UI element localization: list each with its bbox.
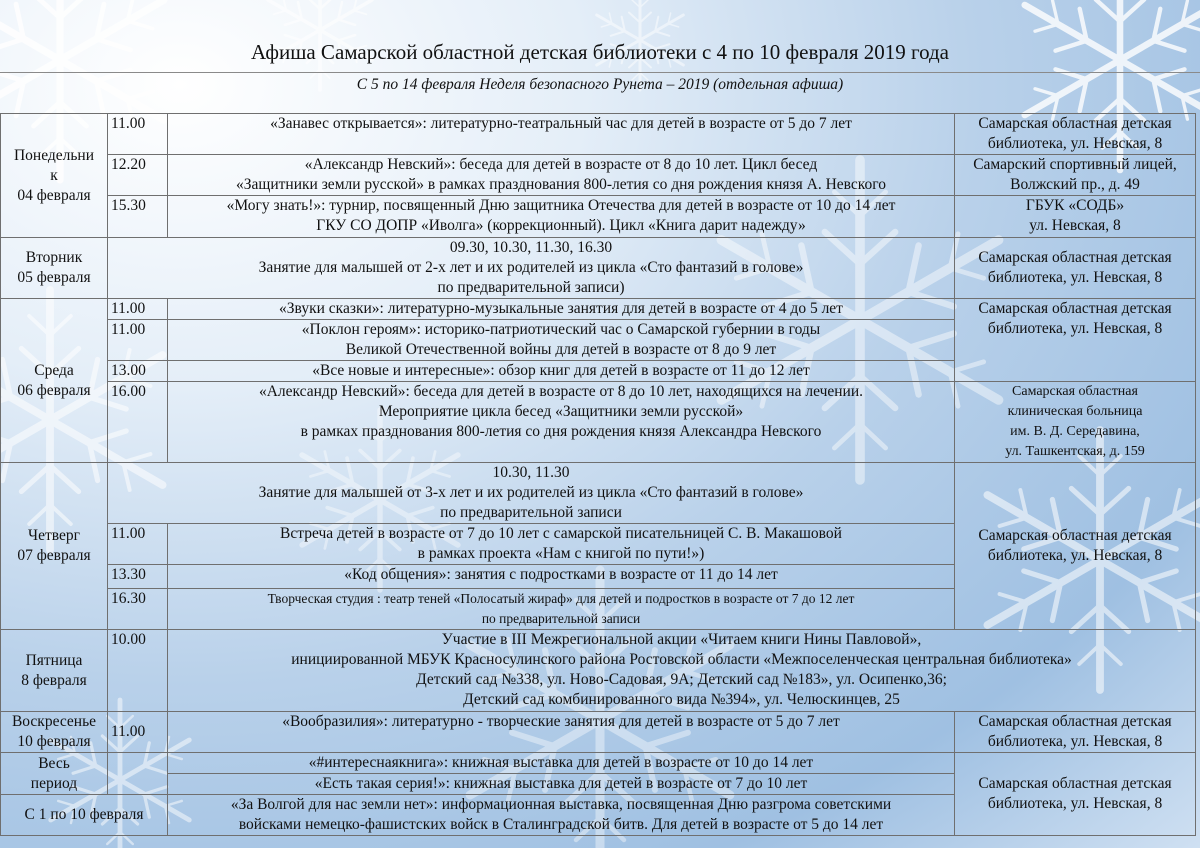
event-time: 13.30 <box>108 565 168 589</box>
event-location: Самарская областная детская библиотека, ул. Невская, 8 <box>955 712 1196 753</box>
day-cell-friday: Пятница 8 февраля <box>1 630 108 712</box>
event-description: «Могу знать!»: турнир, посвященный Дню защитника Отечества для детей в возрасте от 10 до 14 лет ГКУ СО ДОПР «Иволга» (коррекционный). Цикл «Книга дарит надежду» <box>168 196 955 238</box>
divider <box>0 72 1200 73</box>
page-subtitle: С 5 по 14 февраля Неделя безопасного Рунета – 2019 (отдельная афиша) <box>356 76 844 93</box>
event-description: «Вообразилия»: литературно - творческие занятия для детей в возрасте от 5 до 7 лет <box>168 712 955 753</box>
event-description: «Александр Невский»: беседа для детей в возрасте от 8 до 10 лет. Цикл бесед «Защитники земли русской» в рамках празднования 800-летия со дня рождения князя А. Невского <box>168 155 955 196</box>
table-row <box>1 753 1196 774</box>
event-location: Самарская областная детская библиотека, ул. Невская, 8 <box>955 463 1196 630</box>
event-description: «Код общения»: занятия с подростками в возрасте от 11 до 14 лет <box>168 565 955 589</box>
event-time: 11.00 <box>108 712 168 753</box>
event-description: 10.30, 11.30 Занятие для малышей от 3-х лет и их родителей из цикла «Сто фантазий в голове» по предварительной записи <box>108 463 955 524</box>
event-description: «За Волгой для нас земли нет»: информационная выставка, посвященная Дню разгрома советскими войсками немецко-фашистских войск в Сталинградской битв. Для детей в возрасте от 5 до 14 лет <box>168 795 955 836</box>
event-time: 11.00 <box>108 299 168 320</box>
event-time: 16.00 <box>108 382 168 463</box>
event-location: Самарский спортивный лицей, Волжский пр., д. 49 <box>955 155 1196 196</box>
event-time: 11.00 <box>108 114 168 155</box>
day-cell-thursday: Четверг 07 февраля <box>1 463 108 630</box>
event-location: ГБУК «СОДБ» ул. Невская, 8 <box>955 196 1196 238</box>
table-row <box>1 712 1196 753</box>
event-description: «Занавес открывается»: литературно-театральный час для детей в возрасте от 5 до 7 лет <box>168 114 955 155</box>
day-cell-wednesday: Среда 06 февраля <box>1 299 108 463</box>
table-row <box>1 630 1196 712</box>
page-title: Афиша Самарской областной детская библиотеки с 4 по 10 февраля 2019 года <box>250 40 949 64</box>
event-location: Самарская областная детская библиотека, ул. Невская, 8 <box>955 238 1196 299</box>
table-row <box>1 196 1196 238</box>
schedule-table <box>0 113 1196 836</box>
event-description: «Все новые и интересные»: обзор книг для детей в возрасте от 11 до 12 лет <box>168 361 955 382</box>
day-cell-monday: Понедельни к 04 февраля <box>1 114 108 238</box>
day-cell-sunday: Воскресенье 10 февраля <box>1 712 108 753</box>
event-time: 16.30 <box>108 589 168 630</box>
event-description: Творческая студия : театр теней «Полосатый жираф» для детей и подростков в возрасте от 7 до 12 лет по предварительной записи <box>168 589 955 630</box>
day-cell-tuesday: Вторник 05 февраля <box>1 238 108 299</box>
event-time: 13.00 <box>108 361 168 382</box>
table-row <box>1 114 1196 155</box>
event-description: «Поклон героям»: историко-патриотический час о Самарской губернии в годы Великой Отечественной войны для детей в возрасте от 8 до 9 лет <box>168 320 955 361</box>
event-description: Встреча детей в возрасте от 7 до 10 лет с самарской писательницей С. В. Макашовой в рамках проекта «Нам с книгой по пути!») <box>168 524 955 565</box>
event-description: «#интереснаякнига»: книжная выставка для детей в возрасте от 10 до 14 лет <box>168 753 955 774</box>
event-description: 09.30, 10.30, 11.30, 16.30 Занятие для малышей от 2-х лет и их родителей из цикла «Сто фантазий в голове» по предварительной записи) <box>108 238 955 299</box>
event-location: Самарская областная детская библиотека, ул. Невская, 8 <box>955 114 1196 155</box>
event-time: 15.30 <box>108 196 168 238</box>
event-location: Самарская областная детская библиотека, ул. Невская, 8 <box>955 753 1196 836</box>
event-description: «Звуки сказки»: литературно-музыкальные занятия для детей в возрасте от 4 до 5 лет <box>168 299 955 320</box>
table-row <box>1 238 1196 299</box>
day-cell-whole-period: Весь период <box>1 753 108 795</box>
event-description: «Александр Невский»: беседа для детей в возрасте от 8 до 10 лет, находящихся на лечении. Мероприятие цикла бесед «Защитники земли русской» в рамках празднования 800-летия со дня рождения князя Александра Невского <box>168 382 955 463</box>
event-description: Участие в III Межрегиональной акции «Читаем книги Нины Павловой», инициированной МБУК Красносулинского района Ростовской области «Межпоселенческая центральная библиотека» Детский сад №338, ул. Ново-Садовая, 9А; Детский сад №183», ул. Осипенко,36; Детский сад комбинированного вида №394», ул. Челюскинцев, 25 <box>168 630 1196 712</box>
event-time: 12.20 <box>108 155 168 196</box>
event-time: 10.00 <box>108 630 168 712</box>
empty-time-cell <box>108 753 168 795</box>
table-row <box>1 463 1196 524</box>
table-row <box>1 155 1196 196</box>
table-row <box>1 382 1196 463</box>
event-description: «Есть такая серия!»: книжная выставка для детей в возрасте от 7 до 10 лет <box>168 774 955 795</box>
day-cell-date-range: С 1 по 10 февраля <box>1 795 168 836</box>
table-row <box>1 299 1196 320</box>
event-location: Самарская областная детская библиотека, ул. Невская, 8 <box>955 299 1196 382</box>
event-time: 11.00 <box>108 524 168 565</box>
event-time: 11.00 <box>108 320 168 361</box>
event-location: Самарская областная клиническая больница им. В. Д. Середавина, ул. Ташкентская, д. 159 <box>955 382 1196 463</box>
